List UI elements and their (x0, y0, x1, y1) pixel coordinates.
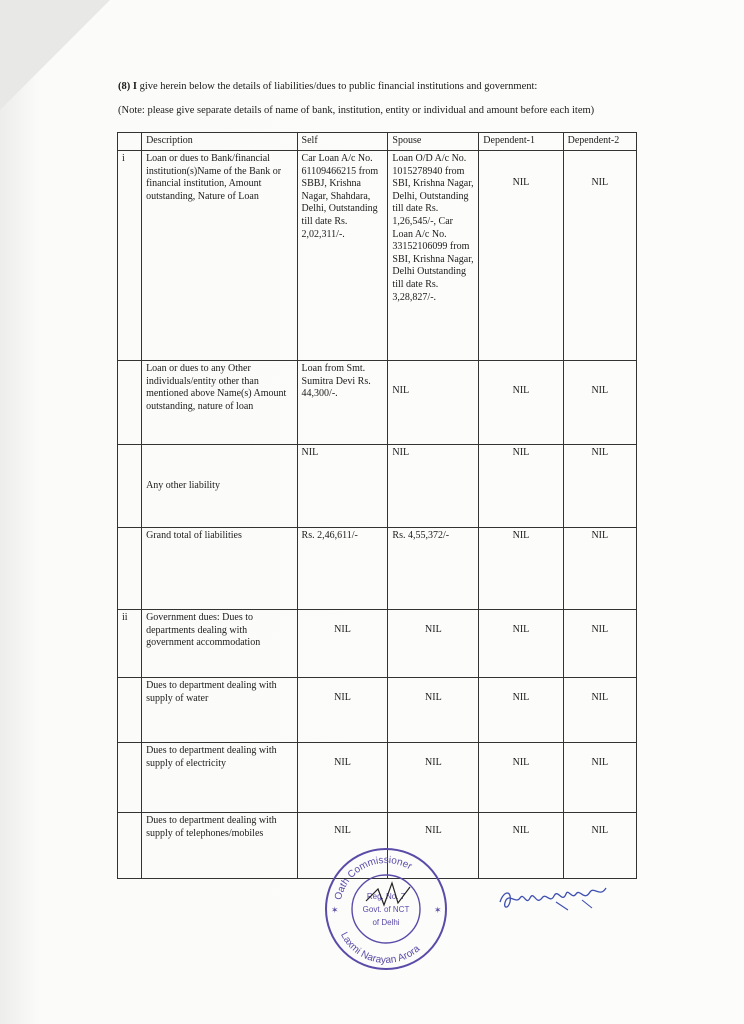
header-cell-dependent-1: Dependent-1 (479, 133, 563, 151)
row-spouse: NIL (388, 813, 479, 879)
stamp-top-text: Oath Commissioner (332, 854, 414, 902)
row-spouse: NIL (388, 678, 479, 743)
row-dependent-2: NIL (563, 610, 636, 678)
row-self: NIL (297, 445, 388, 528)
table-row (118, 678, 637, 743)
handwritten-signature (496, 880, 614, 920)
stamp-inner-line-3: of Delhi (372, 918, 400, 927)
row-number (118, 445, 142, 528)
table-row (118, 610, 637, 678)
folded-corner (0, 0, 110, 110)
row-dependent-1: NIL (479, 151, 563, 361)
row-dependent-1: NIL (479, 528, 563, 610)
row-description: Loan or dues to any Other individuals/entity other than mentioned above Name(s) Amount outstanding, nature of loan (142, 361, 297, 445)
section-number: (8) I (118, 81, 137, 92)
stamp-star-left: ✶ (331, 905, 339, 915)
stamp-inner-line-2: Govt. of NCT (362, 905, 410, 914)
row-description: Dues to department dealing with supply of water (142, 678, 297, 743)
row-spouse: NIL (388, 743, 479, 813)
row-number: ii (118, 610, 142, 678)
row-spouse: Loan O/D A/c No. 1015278940 from SBI, Krishna Nagar, Delhi, Outstanding till date Rs. 1,26,545/-, Car Loan A/c No. 33152106099 from SBI, Krishna Nagar, Delhi Outstanding till date Rs. 3,28,827/-. (388, 151, 479, 361)
row-self: NIL (297, 610, 388, 678)
row-dependent-2: NIL (563, 813, 636, 879)
row-description: Dues to department dealing with supply of electricity (142, 743, 297, 813)
row-self: Rs. 2,46,611/- (297, 528, 388, 610)
row-self: Loan from Smt. Sumitra Devi Rs. 44,300/-. (297, 361, 388, 445)
liabilities-table (117, 132, 637, 879)
row-description: Any other liability (142, 445, 297, 528)
table-row (118, 151, 637, 361)
row-spouse: NIL (388, 361, 479, 445)
row-dependent-2: NIL (563, 528, 636, 610)
stamp-star-right: ✶ (434, 905, 442, 915)
section-heading-text: give herein below the details of liabilities/dues to public financial institutions and government: (136, 81, 538, 92)
table-row (118, 743, 637, 813)
row-description: Government dues: Dues to departments dealing with government accommodation (142, 610, 297, 678)
section-note: (Note: please give separate details of name of bank, institution, entity or individual and amount before each item) (118, 105, 595, 116)
row-description: Loan or dues to Bank/financial institution(s)Name of the Bank or financial institution, Amount outstanding, Nature of Loan (142, 151, 297, 361)
row-description: Dues to department dealing with supply of telephones/mobiles (142, 813, 297, 879)
row-dependent-1: NIL (479, 610, 563, 678)
row-dependent-1: NIL (479, 445, 563, 528)
header-cell-dependent-2: Dependent-2 (563, 133, 636, 151)
row-number: i (118, 151, 142, 361)
row-self: Car Loan A/c No. 61109466215 from SBBJ, Krishna Nagar, Shahdara, Delhi, Outstanding till date Rs. 2,02,311/-. (297, 151, 388, 361)
section-heading (118, 81, 537, 92)
row-dependent-2: NIL (563, 151, 636, 361)
row-self: NIL (297, 678, 388, 743)
row-number (118, 813, 142, 879)
row-dependent-1: NIL (479, 743, 563, 813)
row-number (118, 361, 142, 445)
row-spouse: NIL (388, 610, 479, 678)
row-spouse: NIL (388, 445, 479, 528)
header-cell-self: Self (297, 133, 388, 151)
stamp-inner-line-1: Reg. No. 7 (366, 892, 406, 901)
row-dependent-1: NIL (479, 678, 563, 743)
row-self: NIL (297, 743, 388, 813)
table-row (118, 528, 637, 610)
table-row (118, 445, 637, 528)
row-dependent-1: NIL (479, 361, 563, 445)
oath-commissioner-stamp (318, 843, 454, 973)
header-cell-spouse: Spouse (388, 133, 479, 151)
row-dependent-1: NIL (479, 813, 563, 879)
table-header-row (118, 133, 637, 151)
row-self: NIL (297, 813, 388, 879)
row-description: Grand total of liabilities (142, 528, 297, 610)
header-cell-number (118, 133, 142, 151)
header-cell-description: Description (142, 133, 297, 151)
row-dependent-2: NIL (563, 678, 636, 743)
row-number (118, 678, 142, 743)
row-dependent-2: NIL (563, 743, 636, 813)
stamp-bottom-text: Laxmi Narayan Arora (338, 930, 423, 967)
row-number (118, 743, 142, 813)
row-dependent-2: NIL (563, 445, 636, 528)
row-spouse: Rs. 4,55,372/- (388, 528, 479, 610)
row-dependent-2: NIL (563, 361, 636, 445)
row-number (118, 528, 142, 610)
table-row (118, 361, 637, 445)
